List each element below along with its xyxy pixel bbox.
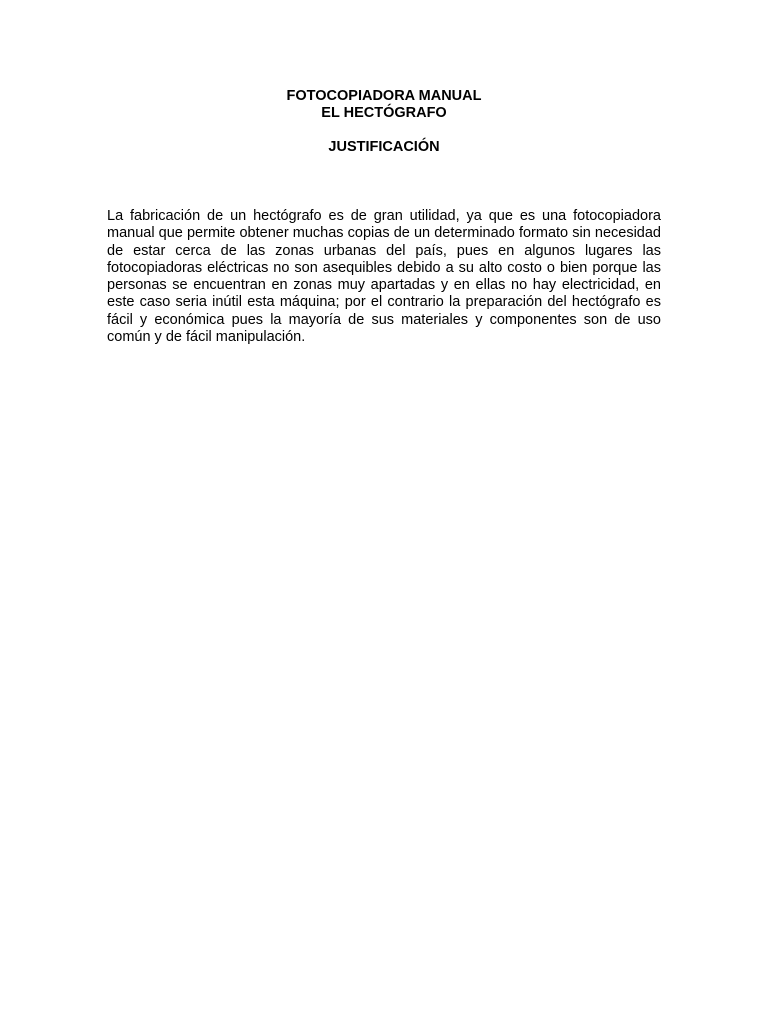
- section-heading: JUSTIFICACIÓN: [328, 139, 440, 155]
- document-title: [0, 88, 768, 122]
- body-paragraph: La fabricación de un hectógrafo es de gran utilidad, ya que es una fotocopiadora manual que permite obtener muchas copias de un determinado formato sin necesidad de estar cerca de las zonas urbanas del país, pues en algunos lugares las fotocopiadoras eléctricas no son asequibles debido a su alto costo o bien porque las personas se encuentran en zonas muy apartadas y en ellas no hay electricidad, en este caso seria inútil esta máquina; por el contrario la preparación del hectógrafo es fácil y económica pues la mayoría de sus materiales y componentes son de uso común y de fácil manipulación.: [107, 208, 661, 346]
- title-line-2: EL HECTÓGRAFO: [321, 105, 447, 121]
- title-line-1: FOTOCOPIADORA MANUAL: [286, 88, 482, 104]
